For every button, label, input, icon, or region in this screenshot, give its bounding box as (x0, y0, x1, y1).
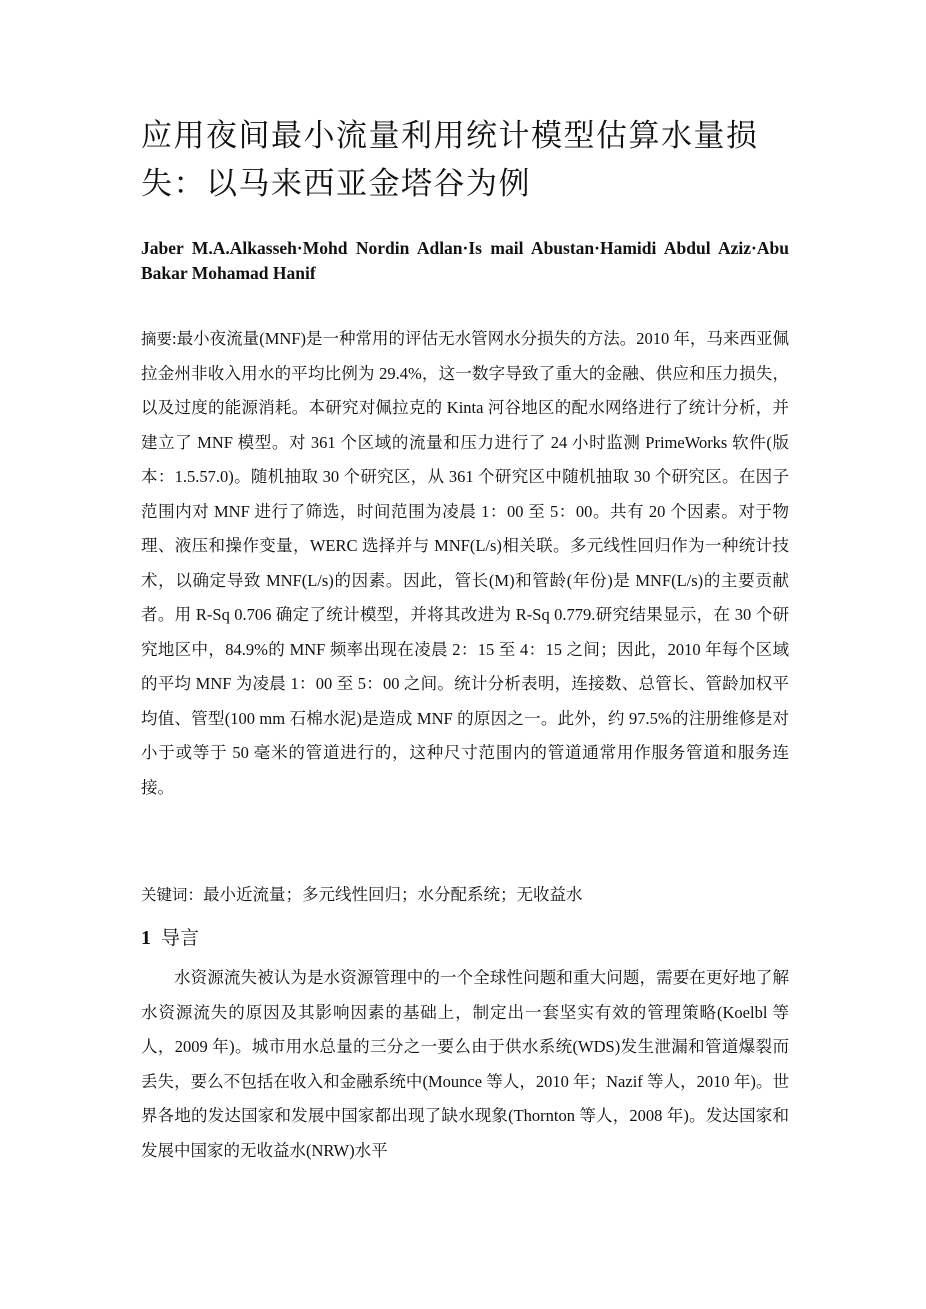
keywords-label: 关键词： (141, 886, 204, 904)
abstract (141, 322, 789, 805)
abstract-text: :最小夜流量(MNF)是一种常用的评估无水管网水分损失的方法。2010 年，马来西亚佩拉金州非收入用水的平均比例为 29.4%，这一数字导致了重大的金融、供应和压力损失，以及过度的能源消耗。本研究对佩拉克的 Kinta 河谷地区的配水网络进行了统计分析，并建立了 MNF 模型。对 361 个区域的流量和压力进行了 24 小时监测 PrimeWorks 软件(版本：1.5.57.0)。随机抽取 30 个研究区，从 361 个研究区中随机抽取 30 个研究区。在因子范围内对 MNF 进行了筛选，时间范围为凌晨 1：00 至 5：00。共有 20 个因素。对于物理、液压和操作变量，WERC 选择并与 MNF(L/s)相关联。多元线性回归作为一种统计技术，以确定导致 MNF(L/s)的因素。因此，管长(M)和管龄(年份)是 MNF(L/s)的主要贡献者。用 R-Sq 0.706 确定了统计模型，并将其改进为 R-Sq 0.779.研究结果显示，在 30 个研究地区中，84.9%的 MNF 频率出现在凌晨 2：15 至 4：15 之间；因此，2010 年每个区域的平均 MNF 为凌晨 1：00 至 5：00 之间。统计分析表明，连接数、总管长、管龄加权平均值、管型(100 mm 石棉水泥)是造成 MNF 的原因之一。此外，约 97.5%的注册维修是对小于或等于 50 毫米的管道进行的，这种尺寸范围内的管道通常用作服务管道和服务连接。 (141, 329, 789, 797)
abstract-label: 摘要 (141, 330, 173, 348)
keywords (141, 880, 789, 910)
author-list: Jaber M.A.Alkasseh·Mohd Nordin Adlan·Is mail Abustan·Hamidi Abdul Aziz·Abu Bakar Mohamad Hanif (141, 238, 789, 283)
section-heading (141, 922, 789, 954)
paper-title: 应用夜间最小流量利用统计模型估算水量损失：以马来西亚金塔谷为例 (141, 118, 759, 202)
section-title: 导言 (161, 927, 200, 949)
body-paragraph: 水资源流失被认为是水资源管理中的一个全球性问题和重大问题，需要在更好地了解水资源流失的原因及其影响因素的基础上，制定出一套坚实有效的管理策略(Koelbl 等人，2009 年)。城市用水总量的三分之一要么由于供水系统(WDS)发生泄漏和管道爆裂而丢失，要么不包括在收入和金融系统中(Mounce 等人，2010 年；Nazif 等人，2010 年)。世界各地的发达国家和发展中国家都出现了缺水现象(Thornton 等人，2008 年)。发达国家和发展中国家的无收益水(NRW)水平 (141, 968, 789, 1160)
section-number: 1 (141, 927, 151, 949)
keywords-text: 最小近流量；多元线性回归；水分配系统；无收益水 (203, 885, 583, 904)
